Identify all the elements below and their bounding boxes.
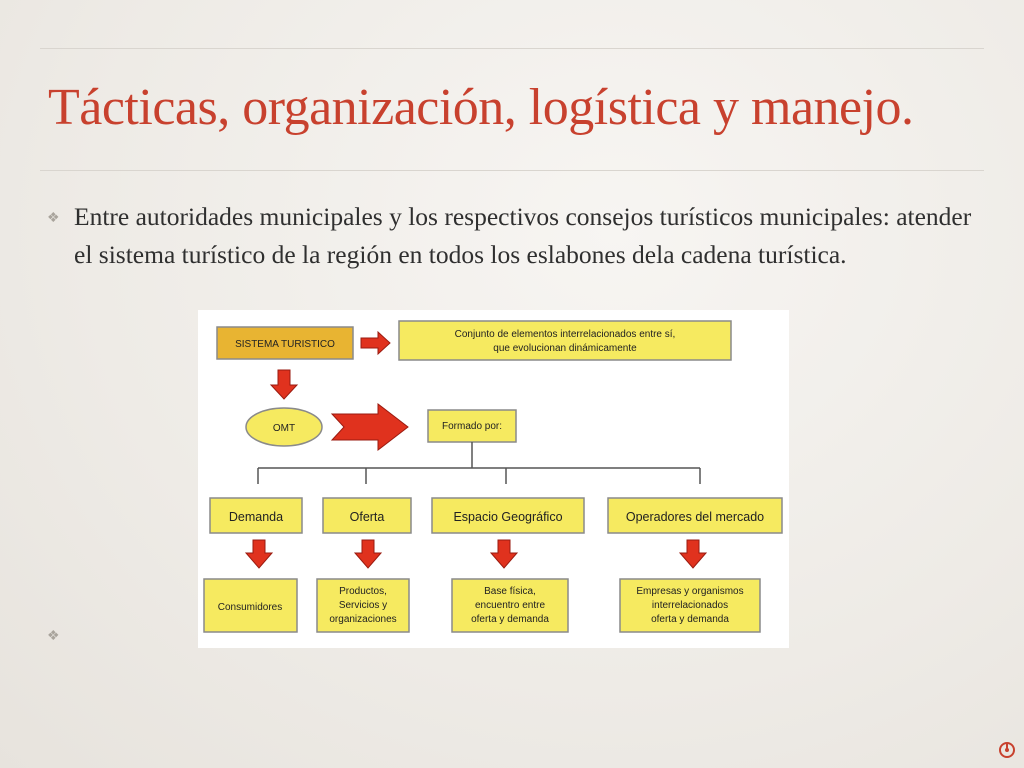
- arrow-down-icon: [491, 540, 517, 568]
- category-label-demanda: Demanda: [228, 510, 284, 524]
- title-rule: [40, 170, 984, 171]
- detail-line: organizaciones: [329, 614, 397, 625]
- bullet-ornament-icon: ❖: [47, 211, 60, 226]
- tree-connector: [258, 442, 700, 484]
- formado-por-label: Formado por:: [441, 421, 503, 432]
- slide-title: Tácticas, organización, logística y manejo.: [48, 79, 914, 136]
- arrow-right-big-icon: [332, 404, 408, 450]
- detail-line: oferta y demanda: [471, 614, 549, 625]
- bullet-text: Entre autoridades municipales y los respectivos consejos turísticos municipales: atender el sistema turístico de la región en todos los eslabones dela cadena turística.: [74, 202, 972, 269]
- arrow-down-icon: [246, 540, 272, 568]
- definition-box: [399, 321, 731, 360]
- top-rule: [40, 48, 984, 49]
- detail-line: oferta y demanda: [651, 614, 729, 625]
- category-label-oferta: Oferta: [349, 510, 385, 524]
- arrow-down-icon: [680, 540, 706, 568]
- definition-line-2: que evolucionan dinámicamente: [493, 343, 637, 354]
- power-icon[interactable]: [998, 741, 1016, 759]
- detail-line: Productos,: [339, 586, 387, 597]
- detail-line: Base física,: [484, 586, 536, 597]
- arrow-right-icon: [361, 332, 390, 354]
- tourism-system-diagram: [198, 310, 789, 648]
- detail-line: Consumidores: [217, 602, 283, 613]
- arrow-down-icon: [271, 370, 297, 399]
- detail-line: Servicios y: [338, 600, 388, 611]
- detail-line: encuentro entre: [474, 600, 546, 611]
- bullet-ornament-icon: ❖: [47, 629, 60, 644]
- detail-line: interrelacionados: [651, 600, 729, 611]
- omt-label: OMT: [272, 423, 296, 434]
- category-label-operadores: Operadores del mercado: [625, 510, 765, 524]
- sistema-turistico-label: SISTEMA TURISTICO: [235, 339, 335, 350]
- detail-line: Empresas y organismos: [636, 586, 744, 597]
- definition-line-1: Conjunto de elementos interrelacionados entre sí,: [454, 329, 676, 340]
- arrow-down-icon: [355, 540, 381, 568]
- category-label-espacio: Espacio Geográfico: [453, 510, 563, 524]
